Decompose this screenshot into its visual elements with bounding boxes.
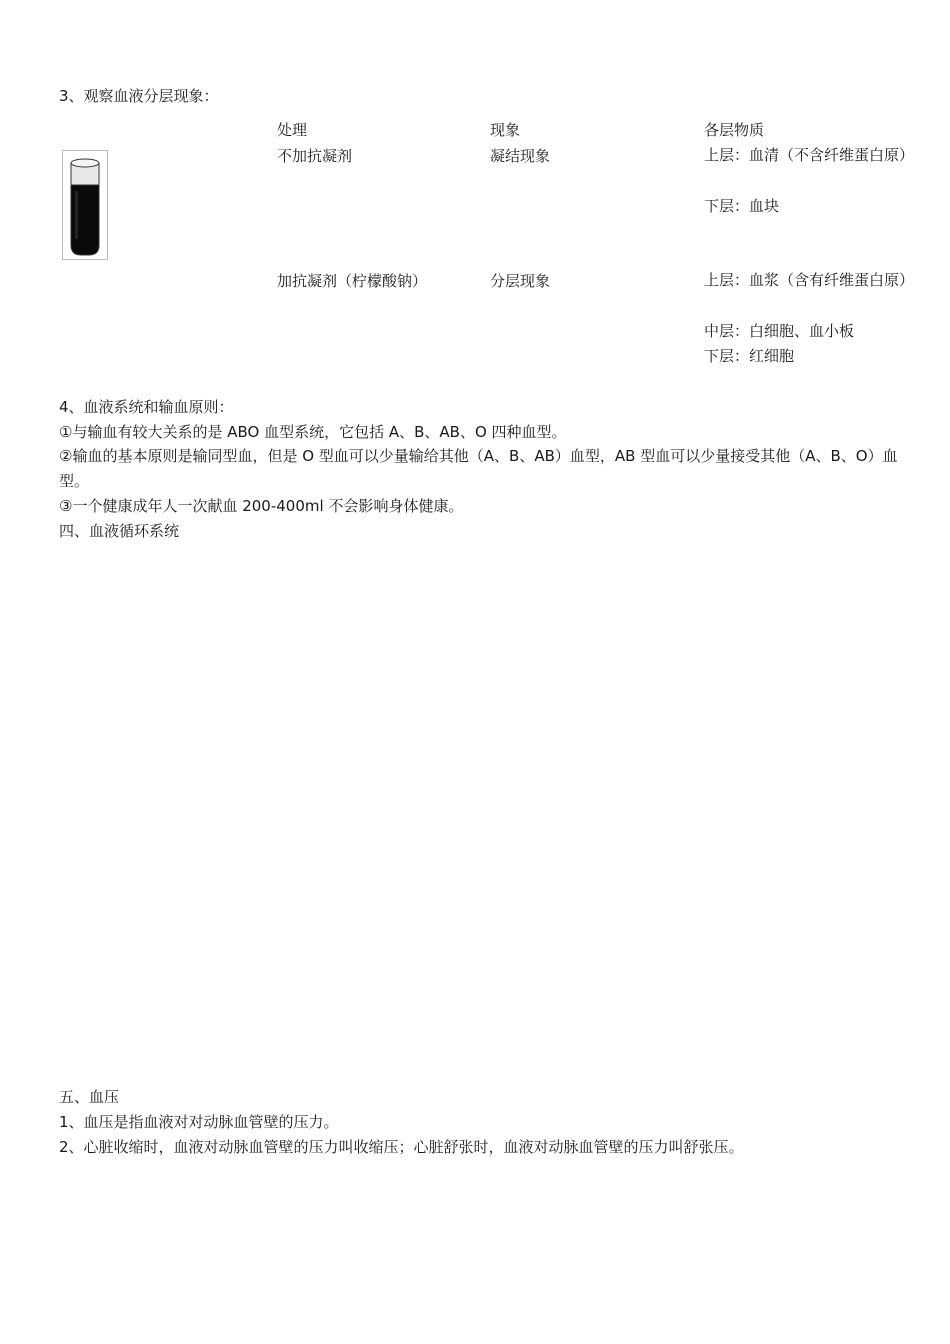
table-header-phenomenon: 现象 bbox=[490, 121, 521, 139]
table-header-layers: 各层物质 bbox=[704, 121, 765, 139]
section-4-item-1: ①与输血有较大关系的是 ABO 血型系统，它包括 A、B、AB、O 四种血型。 bbox=[59, 423, 567, 441]
row2-layer-middle: 中层：白细胞、血小板 bbox=[704, 322, 855, 340]
section-4-item-2: ②输血的基本原则是输同型血，但是 O 型血可以少量输给其他（A、B、AB）血型，AB 型血可以少量接受其他（A、B、O）血型。 bbox=[59, 447, 898, 490]
circulation-heading: 四、血液循环系统 bbox=[59, 522, 180, 540]
section-5-item-2: 2、心脏收缩时，血液对动脉血管壁的压力叫收缩压；心脏舒张时，血液对动脉血管壁的压力叫舒张压。 bbox=[59, 1138, 744, 1156]
test-tube-icon bbox=[63, 151, 107, 259]
row2-phenomenon: 分层现象 bbox=[490, 272, 551, 290]
section-4-heading: 4、血液系统和输血原则： bbox=[59, 398, 234, 416]
table-header-treatment: 处理 bbox=[277, 121, 308, 139]
test-tube-image bbox=[62, 150, 108, 260]
row1-treatment: 不加抗凝剂 bbox=[277, 147, 353, 165]
section-5-item-1: 1、血压是指血液对对动脉血管壁的压力。 bbox=[59, 1113, 339, 1131]
row2-layer-upper: 上层：血浆（含有纤维蛋白原） bbox=[704, 271, 915, 289]
row2-treatment: 加抗凝剂（柠檬酸钠） bbox=[277, 272, 428, 290]
row1-layer-upper: 上层：血清（不含纤维蛋白原） bbox=[704, 146, 915, 164]
section-3-heading: 3、观察血液分层现象： bbox=[59, 87, 219, 105]
section-5-heading: 五、血压 bbox=[59, 1088, 120, 1106]
row1-layer-lower: 下层：血块 bbox=[704, 197, 780, 215]
row2-layer-lower: 下层：红细胞 bbox=[704, 347, 795, 365]
section-4-item-3: ③一个健康成年人一次献血 200-400ml 不会影响身体健康。 bbox=[59, 497, 464, 515]
row1-phenomenon: 凝结现象 bbox=[490, 147, 551, 165]
